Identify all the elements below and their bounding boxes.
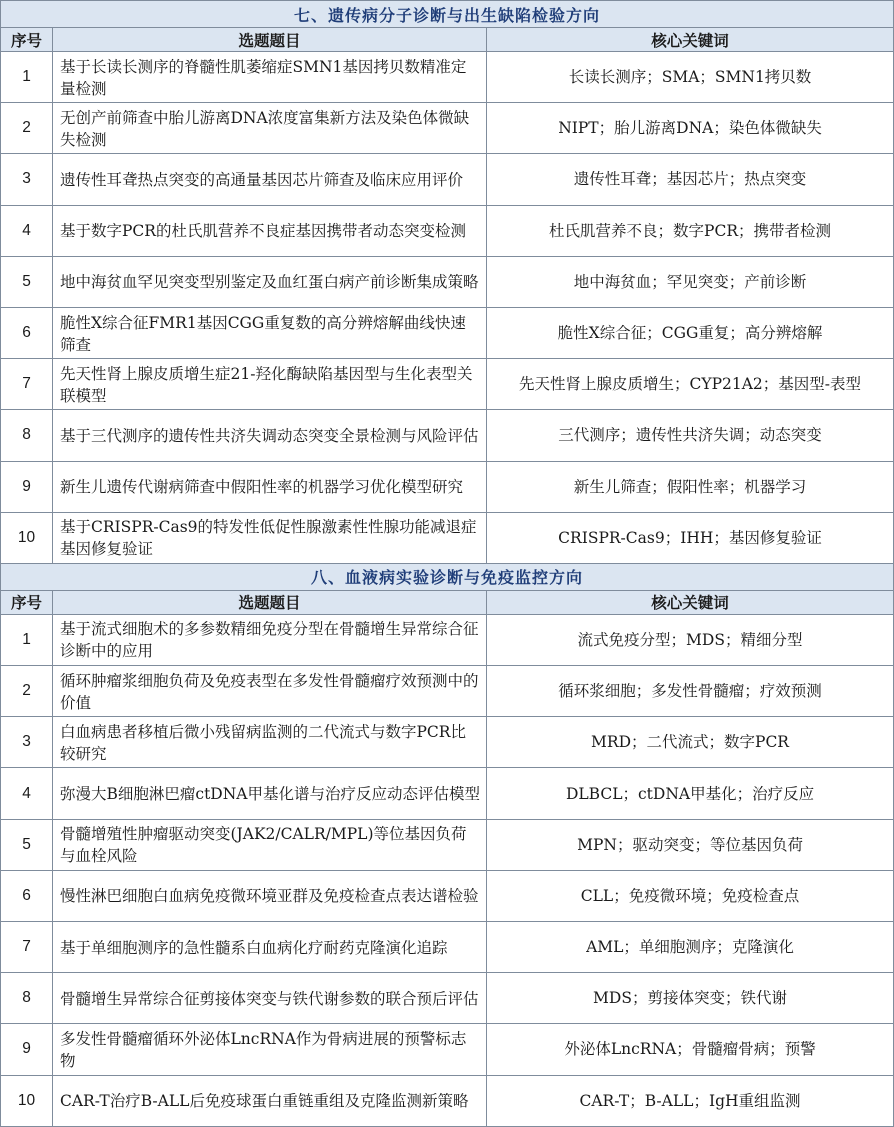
table-row [1,973,894,1024]
table-row [1,256,894,307]
topic-title: 先天性肾上腺皮质增生症21-羟化酶缺陷基因型与生化表型关联模型 [53,359,487,410]
topic-title: 地中海贫血罕见突变型别鉴定及血红蛋白病产前诊断集成策略 [53,256,487,307]
section-header-row [1,563,894,590]
topic-title: 基于CRISPR-Cas9的特发性低促性腺激素性性腺功能减退症基因修复验证 [53,512,487,563]
table-row [1,1024,894,1075]
topic-keywords: CAR-T；B-ALL；IgH重组监测 [487,1075,894,1126]
column-header-row [1,28,894,52]
topic-keywords: 杜氏肌营养不良；数字PCR；携带者检测 [487,205,894,256]
topic-title: CAR-T治疗B-ALL后免疫球蛋白重链重组及克隆监测新策略 [53,1075,487,1126]
row-number: 3 [1,154,53,205]
topic-keywords: CLL；免疫微环境；免疫检查点 [487,870,894,921]
section-header-row [1,1,894,28]
table-row [1,154,894,205]
row-number: 8 [1,410,53,461]
row-number: 4 [1,768,53,819]
topic-keywords: DLBCL；ctDNA甲基化；治疗反应 [487,768,894,819]
section-title: 八、血液病实验诊断与免疫监控方向 [1,563,894,590]
table-row [1,768,894,819]
topic-title: 基于流式细胞术的多参数精细免疫分型在骨髓增生异常综合征诊断中的应用 [53,614,487,665]
topic-title: 基于长读长测序的脊髓性肌萎缩症SMN1基因拷贝数精准定量检测 [53,52,487,103]
topic-title: 遗传性耳聋热点突变的高通量基因芯片筛查及临床应用评价 [53,154,487,205]
row-number: 5 [1,819,53,870]
table-row [1,666,894,717]
topic-keywords: NIPT；胎儿游离DNA；染色体微缺失 [487,103,894,154]
topic-title: 基于单细胞测序的急性髓系白血病化疗耐药克隆演化追踪 [53,922,487,973]
row-number: 8 [1,973,53,1024]
row-number: 3 [1,717,53,768]
table-row [1,410,894,461]
topic-keywords: MRD；二代流式；数字PCR [487,717,894,768]
table-row [1,614,894,665]
topic-title: 基于三代测序的遗传性共济失调动态突变全景检测与风险评估 [53,410,487,461]
table-row [1,717,894,768]
table-row [1,819,894,870]
topic-title: 基于数字PCR的杜氏肌营养不良症基因携带者动态突变检测 [53,205,487,256]
topic-title: 白血病患者移植后微小残留病监测的二代流式与数字PCR比较研究 [53,717,487,768]
column-header-number: 序号 [1,590,53,614]
topic-title: 多发性骨髓瘤循环外泌体LncRNA作为骨病进展的预警标志物 [53,1024,487,1075]
row-number: 9 [1,1024,53,1075]
table-row [1,870,894,921]
topic-keywords: 三代测序；遗传性共济失调；动态突变 [487,410,894,461]
table-row [1,512,894,563]
row-number: 6 [1,870,53,921]
row-number: 10 [1,512,53,563]
topic-title: 慢性淋巴细胞白血病免疫微环境亚群及免疫检查点表达谱检验 [53,870,487,921]
topic-title: 循环肿瘤浆细胞负荷及免疫表型在多发性骨髓瘤疗效预测中的价值 [53,666,487,717]
topic-title: 新生儿遗传代谢病筛查中假阳性率的机器学习优化模型研究 [53,461,487,512]
topic-keywords: 新生儿筛查；假阳性率；机器学习 [487,461,894,512]
topic-keywords: 脆性X综合征；CGG重复；高分辨熔解 [487,307,894,358]
topic-keywords: 外泌体LncRNA；骨髓瘤骨病；预警 [487,1024,894,1075]
row-number: 2 [1,666,53,717]
topic-title: 骨髓增殖性肿瘤驱动突变(JAK2/CALR/MPL)等位基因负荷与血栓风险 [53,819,487,870]
column-header-keywords: 核心关键词 [487,590,894,614]
table-row [1,461,894,512]
row-number: 7 [1,922,53,973]
table-row [1,307,894,358]
row-number: 9 [1,461,53,512]
topic-title: 无创产前筛查中胎儿游离DNA浓度富集新方法及染色体微缺失检测 [53,103,487,154]
row-number: 2 [1,103,53,154]
table-row [1,103,894,154]
table-row [1,359,894,410]
topic-keywords: 遗传性耳聋；基因芯片；热点突变 [487,154,894,205]
row-number: 6 [1,307,53,358]
topic-keywords: 先天性肾上腺皮质增生；CYP21A2；基因型-表型 [487,359,894,410]
topic-keywords: MDS；剪接体突变；铁代谢 [487,973,894,1024]
topic-keywords: 长读长测序；SMA；SMN1拷贝数 [487,52,894,103]
row-number: 10 [1,1075,53,1126]
row-number: 4 [1,205,53,256]
row-number: 5 [1,256,53,307]
topic-keywords: 流式免疫分型；MDS；精细分型 [487,614,894,665]
topic-title: 骨髓增生异常综合征剪接体突变与铁代谢参数的联合预后评估 [53,973,487,1024]
topic-keywords: 循环浆细胞；多发性骨髓瘤；疗效预测 [487,666,894,717]
row-number: 1 [1,614,53,665]
column-header-title: 选题题目 [53,28,487,52]
column-header-keywords: 核心关键词 [487,28,894,52]
column-header-number: 序号 [1,28,53,52]
topic-keywords: MPN；驱动突变；等位基因负荷 [487,819,894,870]
row-number: 1 [1,52,53,103]
column-header-row [1,590,894,614]
topic-title: 脆性X综合征FMR1基因CGG重复数的高分辨熔解曲线快速筛查 [53,307,487,358]
table-row [1,922,894,973]
row-number: 7 [1,359,53,410]
topic-title: 弥漫大B细胞淋巴瘤ctDNA甲基化谱与治疗反应动态评估模型 [53,768,487,819]
table-row [1,205,894,256]
table-row [1,52,894,103]
topic-keywords: 地中海贫血；罕见突变；产前诊断 [487,256,894,307]
topic-keywords: AML；单细胞测序；克隆演化 [487,922,894,973]
table-row [1,1075,894,1126]
topic-keywords: CRISPR-Cas9；IHH；基因修复验证 [487,512,894,563]
section-title: 七、遗传病分子诊断与出生缺陷检验方向 [1,1,894,28]
column-header-title: 选题题目 [53,590,487,614]
